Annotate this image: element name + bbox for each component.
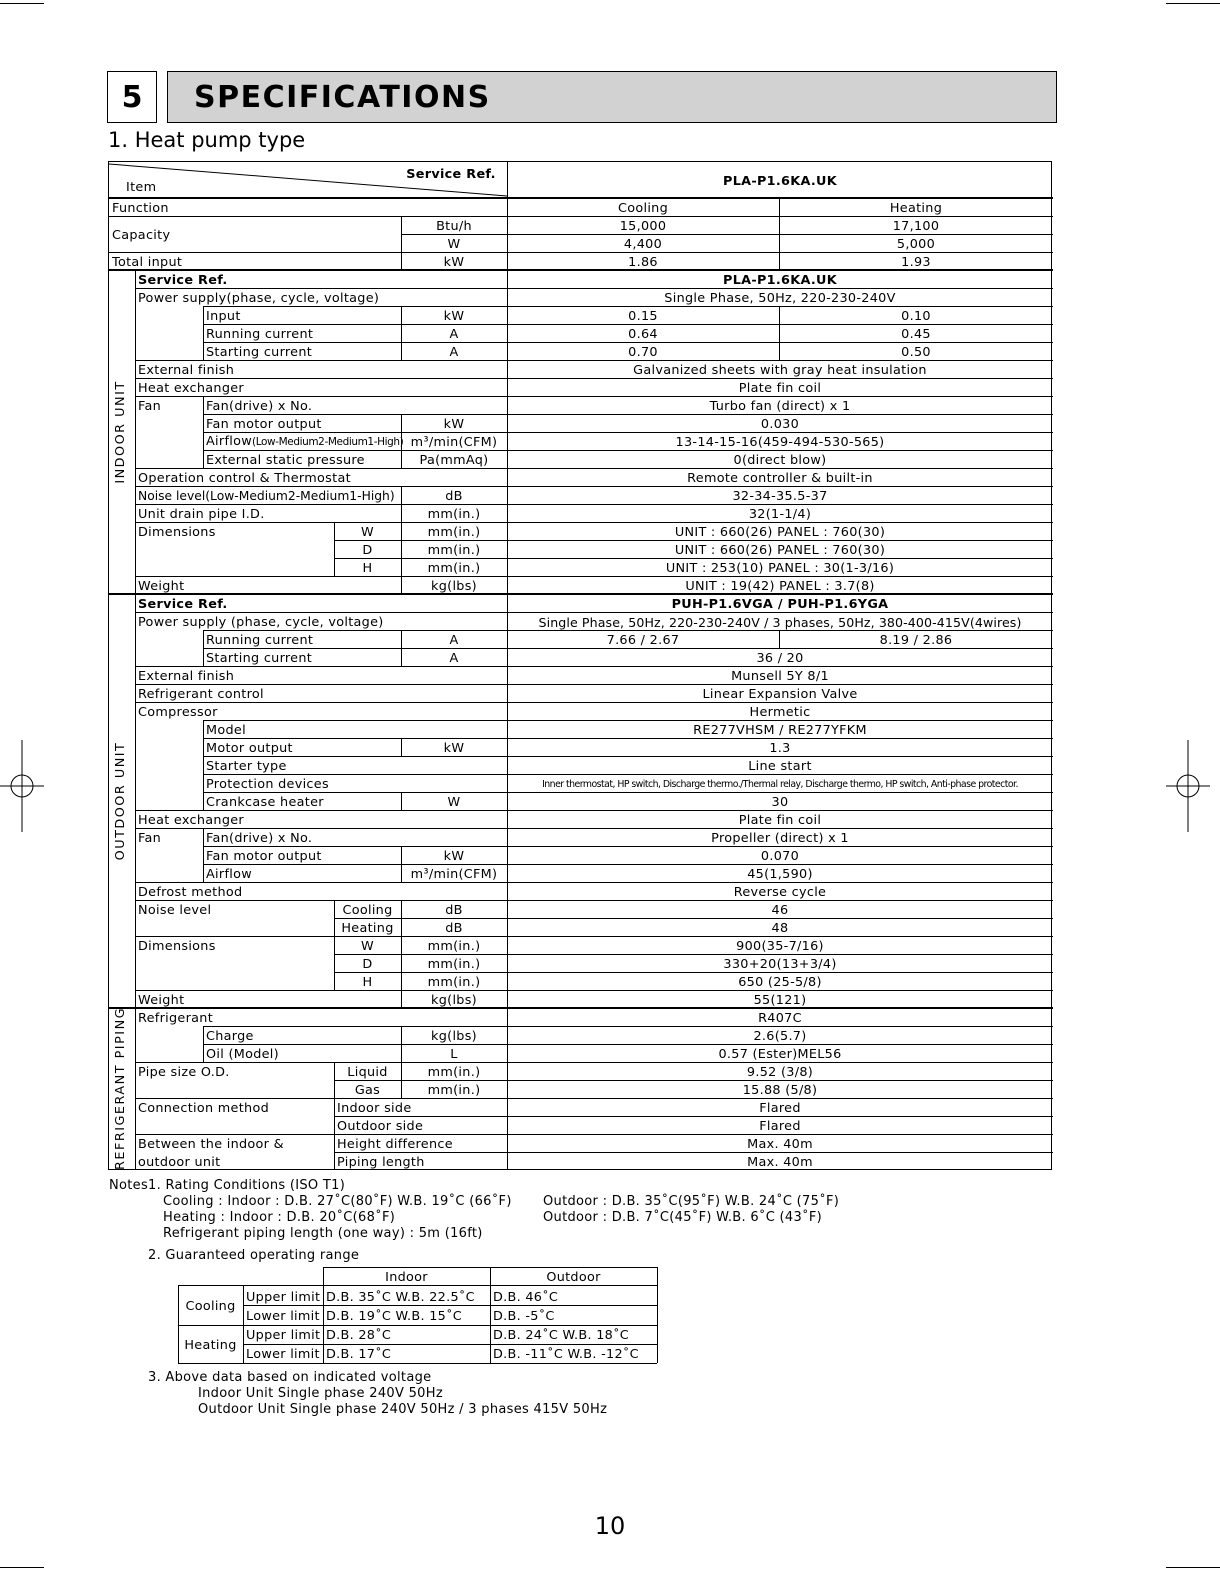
indoor-dimensions-label: Dimensions — [138, 524, 216, 540]
indoor-fan-motor-label: Fan motor output — [206, 416, 322, 432]
notes-3-outdoor: Outdoor Unit Single phase 240V 50Hz / 3 phases 415V 50Hz — [198, 1402, 608, 1417]
section-header — [107, 71, 1057, 123]
piping-oil-value: 0.57 (Ester)MEL56 — [718, 1046, 842, 1062]
total-input-heating: 1.93 — [901, 254, 931, 270]
capacity-heat-btu: 17,100 — [892, 218, 940, 234]
notes-3-indoor: Indoor Unit Single phase 240V 50Hz — [198, 1386, 443, 1401]
piping-connection-indoor-label: Indoor side — [337, 1100, 412, 1116]
piping-charge-unit: kg(lbs) — [431, 1028, 477, 1044]
table-rule — [779, 306, 780, 360]
indoor-operation-control-label: Operation control & Thermostat — [138, 470, 351, 486]
piping-length-value: Max. 40m — [747, 1154, 813, 1170]
indoor-weight-unit: kg(lbs) — [431, 578, 477, 594]
indoor-dim-h-unit: mm(in.) — [427, 560, 481, 576]
indoor-noise-label: Noise level(Low-Medium2-Medium1-High) — [138, 488, 395, 503]
table-rule — [203, 630, 204, 666]
section-number: 5 — [107, 71, 157, 123]
notes-piping-length: Refrigerant piping length (one way) : 5m (16ft) — [163, 1226, 483, 1241]
outdoor-defrost-value: Reverse cycle — [733, 884, 827, 900]
registration-mark-left — [0, 740, 44, 832]
piping-gas-value: 15.88 (5/8) — [742, 1082, 818, 1098]
outdoor-dim-d-value: 330+20(13+3/4) — [723, 956, 837, 972]
outdoor-external-finish-label: External finish — [138, 668, 235, 684]
range-cool-lower-outdoor: D.B. -5˚C — [493, 1308, 555, 1324]
range-heat-lower-outdoor: D.B. -11˚C W.B. -12˚C — [493, 1347, 639, 1362]
outdoor-weight-label: Weight — [138, 992, 185, 1008]
outdoor-starting-value: 36 / 20 — [756, 650, 804, 666]
piping-oil-label: Oil (Model) — [206, 1046, 279, 1062]
total-input-label: Total input — [112, 254, 183, 270]
outdoor-noise-cooling-label: Cooling — [342, 902, 393, 918]
table-rule — [334, 900, 335, 990]
registration-mark-right — [1166, 740, 1210, 832]
table-rule — [109, 593, 1053, 594]
table-rule — [401, 1026, 402, 1062]
indoor-esp-label: External static pressure — [206, 452, 365, 468]
outdoor-motor-value: 1.3 — [769, 740, 791, 756]
outdoor-fan-motor-unit: kW — [443, 848, 465, 864]
table-rule — [334, 558, 1053, 559]
outdoor-power-supply-label: Power supply (phase, cycle, voltage) — [138, 614, 384, 630]
indoor-dim-w-value: UNIT : 660(26) PANEL : 760(30) — [674, 524, 886, 540]
outdoor-starter-label: Starter type — [206, 758, 287, 774]
outdoor-noise-label: Noise level — [138, 902, 212, 918]
outdoor-airflow-unit: m³/min(CFM) — [410, 866, 498, 882]
table-rule — [401, 846, 402, 882]
piping-charge-label: Charge — [206, 1028, 254, 1044]
capacity-heat-w: 5,000 — [896, 236, 936, 252]
outdoor-starting-unit: A — [449, 650, 459, 666]
outdoor-motor-label: Motor output — [206, 740, 293, 756]
function-heating: Heating — [889, 200, 943, 216]
piping-connection-indoor-value: Flared — [759, 1100, 801, 1116]
piping-gas-label: Gas — [354, 1082, 381, 1098]
outdoor-heat-exchanger-label: Heat exchanger — [138, 812, 244, 828]
indoor-airflow-label-main: Airflow — [206, 434, 253, 449]
outdoor-airflow-label: Airflow — [206, 866, 253, 882]
table-rule — [178, 1325, 657, 1326]
indoor-running_current-label: Running current — [206, 326, 314, 342]
outdoor-defrost-label: Defrost method — [138, 884, 243, 900]
outdoor-model-value: RE277VHSM / RE277YFKM — [693, 722, 867, 738]
table-rule — [203, 396, 204, 468]
indoor-esp-unit: Pa(mmAq) — [419, 452, 489, 468]
indoor-drain-label: Unit drain pipe I.D. — [138, 506, 265, 522]
section-title: SPECIFICATIONS — [167, 71, 1057, 123]
outdoor-crankcase-label: Crankcase heater — [206, 794, 324, 810]
indoor-fan-drive-label: Fan(drive) x No. — [206, 398, 313, 414]
outdoor-dimensions-label: Dimensions — [138, 938, 216, 954]
outdoor-noise-heating-unit: dB — [445, 920, 463, 936]
range-indoor-header: Indoor — [385, 1269, 428, 1285]
notes-heating-indoor: Heating : Indoor : D.B. 20˚C(68˚F) — [163, 1210, 396, 1225]
outdoor-crankcase-value: 30 — [771, 794, 789, 810]
piping-gas-unit: mm(in.) — [427, 1082, 481, 1098]
indoor-heat-exchanger-label: Heat exchanger — [138, 380, 244, 396]
range-heat-upper-label: Upper limit — [246, 1328, 321, 1343]
page-subtitle: 1. Heat pump type — [108, 128, 306, 152]
capacity-unit-btu: Btu/h — [436, 218, 472, 234]
outdoor-running-heating: 8.19 / 2.86 — [879, 632, 953, 648]
outdoor-weight-unit: kg(lbs) — [431, 992, 477, 1008]
outdoor-running-cooling: 7.66 / 2.67 — [606, 632, 680, 648]
capacity-label: Capacity — [112, 227, 171, 243]
outdoor-noise-cooling-value: 46 — [771, 902, 789, 918]
table-rule — [243, 1344, 657, 1345]
outdoor-fan-motor-value: 0.070 — [760, 848, 800, 864]
indoor-running_current-heating: 0.45 — [901, 326, 931, 342]
table-rule — [203, 828, 204, 882]
table-rule — [334, 540, 1053, 541]
piping-refrigerant-label: Refrigerant — [138, 1010, 214, 1026]
indoor-input-heating: 0.10 — [901, 308, 931, 324]
function-cooling: Cooling — [617, 200, 669, 216]
table-rule — [401, 792, 402, 810]
range-cool-upper-outdoor: D.B. 46˚C — [493, 1289, 559, 1305]
piping-between-label-1: Between the indoor & — [138, 1136, 284, 1152]
piping-size-label: Pipe size O.D. — [138, 1064, 230, 1080]
outdoor-running-unit: A — [449, 632, 459, 648]
range-outdoor-header: Outdoor — [546, 1269, 601, 1285]
notes-3-title: 3. Above data based on indicated voltage — [148, 1370, 432, 1385]
indoor-esp-value: 0(direct blow) — [733, 452, 827, 468]
range-cool-upper-indoor: D.B. 35˚C W.B. 22.5˚C — [326, 1289, 475, 1305]
notes-cooling-indoor: Cooling : Indoor : D.B. 27˚C(80˚F) W.B. 19˚C (66˚F) — [163, 1194, 512, 1209]
capacity-unit-w: W — [447, 236, 461, 252]
table-rule — [109, 269, 1053, 270]
function-label: Function — [112, 200, 169, 216]
crop-mark — [0, 3, 44, 4]
indoor-dim-h-value: UNIT : 253(10) PANEL : 30(1-3/16) — [665, 560, 895, 576]
indoor-service-ref-value: PLA-P1.6KA.UK — [723, 272, 837, 288]
outdoor-starter-value: Line start — [748, 758, 812, 774]
table-rule — [203, 1026, 204, 1062]
table-rule — [401, 216, 402, 252]
indoor-starting_current-unit: A — [449, 344, 459, 360]
piping-oil-unit: L — [450, 1046, 458, 1062]
piping-between-label-2: outdoor unit — [138, 1154, 221, 1170]
piping-liquid-unit: mm(in.) — [427, 1064, 481, 1080]
outdoor-noise-heating-label: Heating — [341, 920, 394, 936]
outdoor-weight-value: 55(121) — [753, 992, 807, 1008]
header-model: PLA-P1.6KA.UK — [723, 173, 837, 189]
outdoor-fan-label: Fan — [138, 830, 162, 846]
outdoor-dim-w-unit: mm(in.) — [427, 938, 481, 954]
outdoor-protection-label: Protection devices — [206, 776, 329, 792]
range-cool-lower-indoor: D.B. 19˚C W.B. 15˚C — [326, 1308, 463, 1324]
group-label-piping: REFRIGERANT PIPING — [113, 1006, 128, 1170]
header-service-ref: Service Ref. — [406, 166, 496, 182]
table-rule — [334, 522, 335, 576]
table-rule — [779, 630, 780, 648]
indoor-fan-motor-unit: kW — [443, 416, 465, 432]
indoor-external-finish-value: Galvanized sheets with gray heat insulation — [633, 362, 927, 378]
outdoor-refrigerant-control-value: Linear Expansion Valve — [702, 686, 858, 702]
indoor-starting_current-cooling: 0.70 — [628, 344, 658, 360]
table-rule — [401, 738, 402, 756]
table-rule — [203, 720, 204, 810]
indoor-dim-d-unit: mm(in.) — [427, 542, 481, 558]
range-heat-upper-indoor: D.B. 28˚C — [326, 1328, 392, 1343]
indoor-airflow-value: 13-14-15-16(459-494-530-565) — [675, 434, 885, 450]
indoor-operation-control-value: Remote controller & built-in — [687, 470, 873, 486]
outdoor-dim-h-value: 650 (25-5/8) — [738, 974, 822, 990]
indoor-heat-exchanger-value: Plate fin coil — [738, 380, 822, 396]
indoor-fan-label: Fan — [138, 398, 162, 414]
table-rule — [401, 1062, 402, 1098]
range-cooling-label: Cooling — [185, 1298, 236, 1314]
outdoor-dim-d-unit: mm(in.) — [427, 956, 481, 972]
indoor-airflow-label — [206, 433, 403, 451]
table-rule — [401, 630, 402, 666]
outdoor-motor-unit: kW — [443, 740, 465, 756]
outdoor-dim-w: W — [361, 938, 374, 954]
indoor-drain-unit: mm(in.) — [427, 506, 481, 522]
table-rule — [401, 414, 402, 468]
piping-refrigerant-value: R407C — [758, 1010, 802, 1026]
outdoor-dim-d: D — [362, 956, 373, 972]
table-rule — [334, 972, 1053, 973]
outdoor-noise-heating-value: 48 — [771, 920, 789, 936]
notes-cooling-outdoor: Outdoor : D.B. 35˚C(95˚F) W.B. 24˚C (75˚F) — [543, 1194, 840, 1209]
outdoor-protection-value: Inner thermostat, HP switch, Discharge thermo./Thermal relay, Discharge thermo, HP switch, Anti-phase protector. — [542, 778, 1018, 790]
outdoor-power-supply-value: Single Phase, 50Hz, 220-230-240V / 3 phases, 50Hz, 380-400-415V(4wires) — [538, 614, 1022, 630]
outdoor-heat-exchanger-value: Plate fin coil — [738, 812, 822, 828]
indoor-input-unit: kW — [443, 308, 465, 324]
range-cool-upper-label: Upper limit — [246, 1289, 321, 1305]
outdoor-service-ref-value: PUH-P1.6VGA / PUH-P1.6YGA — [671, 596, 889, 612]
indoor-fan-motor-value: 0.030 — [760, 416, 800, 432]
indoor-noise-unit: dB — [445, 488, 463, 504]
indoor-dim-h: H — [362, 560, 373, 576]
group-label-indoor: INDOOR UNIT — [113, 380, 128, 484]
outdoor-airflow-value: 45(1,590) — [747, 866, 813, 882]
piping-connection-outdoor-value: Flared — [759, 1118, 801, 1134]
outdoor-running-label: Running current — [206, 632, 314, 648]
table-rule — [109, 1007, 1053, 1008]
table-rule — [135, 270, 136, 1170]
outdoor-refrigerant-control-label: Refrigerant control — [138, 686, 264, 702]
piping-height-label: Height difference — [337, 1136, 453, 1152]
indoor-dim-d: D — [362, 542, 373, 558]
table-rule — [178, 1363, 657, 1364]
page-number: 10 — [594, 1512, 626, 1540]
indoor-fan-drive-value: Turbo fan (direct) x 1 — [709, 398, 851, 414]
indoor-dim-d-value: UNIT : 660(26) PANEL : 760(30) — [674, 542, 886, 558]
outdoor-crankcase-unit: W — [447, 794, 461, 810]
indoor-noise-value: 32-34-35.5-37 — [732, 488, 828, 504]
outdoor-model-label: Model — [206, 722, 246, 738]
piping-charge-value: 2.6(5.7) — [753, 1028, 807, 1044]
crop-mark — [1166, 3, 1220, 4]
group-label-outdoor: OUTDOOR UNIT — [113, 741, 128, 861]
table-rule — [401, 486, 402, 522]
indoor-airflow-label-sub: (Low-Medium2-Medium1-High) — [252, 436, 404, 448]
table-rule — [334, 954, 1053, 955]
indoor-starting_current-heating: 0.50 — [901, 344, 931, 360]
table-rule — [334, 1062, 335, 1170]
outdoor-dim-h-unit: mm(in.) — [427, 974, 481, 990]
indoor-weight-value: UNIT : 19(42) PANEL : 3.7(8) — [685, 578, 875, 594]
table-rule — [401, 306, 402, 360]
capacity-cool-btu: 15,000 — [619, 218, 667, 234]
notes-2-title: 2. Guaranteed operating range — [148, 1248, 360, 1263]
total-input-unit: kW — [443, 254, 465, 270]
notes-heating-outdoor: Outdoor : D.B. 7˚C(45˚F) W.B. 6˚C (43˚F) — [543, 1210, 823, 1225]
outdoor-service-ref-label: Service Ref. — [138, 596, 228, 612]
total-input-cooling: 1.86 — [628, 254, 658, 270]
outdoor-dim-h: H — [362, 974, 373, 990]
outdoor-compressor-value: Hermetic — [749, 704, 811, 720]
range-heating-label: Heating — [184, 1337, 237, 1353]
table-rule — [243, 1285, 244, 1363]
piping-height-value: Max. 40m — [747, 1136, 813, 1152]
specification-table — [108, 161, 1052, 1170]
indoor-airflow-unit: m³/min(CFM) — [410, 434, 498, 450]
piping-connection-label: Connection method — [138, 1100, 269, 1116]
indoor-input-label: Input — [206, 308, 241, 324]
piping-connection-outdoor-label: Outdoor side — [337, 1118, 424, 1134]
indoor-running_current-unit: A — [449, 326, 459, 342]
indoor-drain-value: 32(1-1/4) — [748, 506, 812, 522]
capacity-cool-w: 4,400 — [623, 236, 663, 252]
indoor-external-finish-label: External finish — [138, 362, 235, 378]
outdoor-noise-cooling-unit: dB — [445, 902, 463, 918]
indoor-running_current-cooling: 0.64 — [628, 326, 658, 342]
indoor-power-supply-label: Power supply(phase, cycle, voltage) — [138, 290, 380, 306]
indoor-service-ref-label: Service Ref. — [138, 272, 228, 288]
indoor-power-supply-value: Single Phase, 50Hz, 220-230-240V — [664, 290, 896, 306]
crop-mark — [0, 1567, 44, 1568]
indoor-dim-w-unit: mm(in.) — [427, 524, 481, 540]
table-rule — [657, 1267, 658, 1363]
range-heat-lower-indoor: D.B. 17˚C — [326, 1347, 392, 1362]
range-heat-lower-label: Lower limit — [246, 1347, 320, 1362]
piping-liquid-label: Liquid — [347, 1064, 388, 1080]
operating-range-table — [178, 1266, 658, 1364]
indoor-dim-w: W — [361, 524, 374, 540]
range-cool-lower-label: Lower limit — [246, 1308, 320, 1324]
header-item: Item — [126, 179, 157, 195]
piping-length-label: Piping length — [337, 1154, 425, 1170]
indoor-input-cooling: 0.15 — [628, 308, 658, 324]
table-rule — [203, 306, 204, 360]
crop-mark — [1166, 1567, 1220, 1568]
table-rule — [401, 252, 402, 270]
outdoor-external-finish-value: Munsell 5Y 8/1 — [731, 668, 829, 684]
range-heat-upper-outdoor: D.B. 24˚C W.B. 18˚C — [493, 1328, 630, 1343]
piping-liquid-value: 9.52 (3/8) — [746, 1064, 814, 1080]
indoor-weight-label: Weight — [138, 578, 185, 594]
indoor-starting_current-label: Starting current — [206, 344, 313, 360]
outdoor-starting-label: Starting current — [206, 650, 313, 666]
outdoor-fan-motor-label: Fan motor output — [206, 848, 322, 864]
outdoor-fan-drive-value: Propeller (direct) x 1 — [711, 830, 849, 846]
notes-1-title: Notes1. Rating Conditions (ISO T1) — [109, 1178, 346, 1193]
outdoor-dim-w-value: 900(35-7/16) — [736, 938, 824, 954]
outdoor-compressor-label: Compressor — [138, 704, 218, 720]
outdoor-fan-drive-label: Fan(drive) x No. — [206, 830, 313, 846]
